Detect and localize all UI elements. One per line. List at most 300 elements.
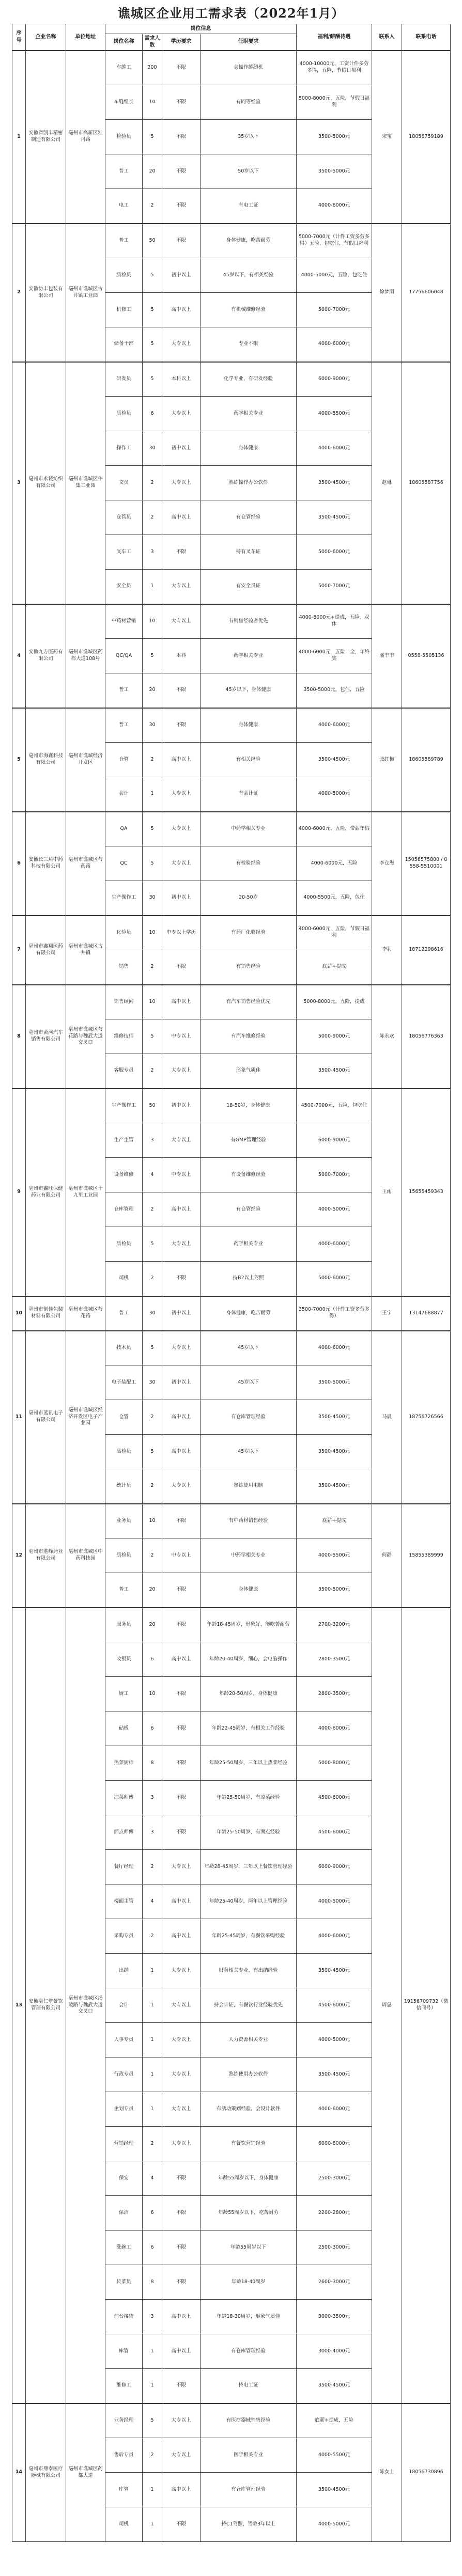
position-title: 车缝工 [105, 51, 143, 85]
position-pay: 3500-4500元 [297, 500, 372, 535]
table-row [12, 362, 451, 397]
position-headcount: 2 [143, 189, 162, 224]
position-education: 大专以上 [162, 846, 201, 881]
company-contact: 宋宝 [372, 51, 402, 224]
position-education: 不限 [162, 1677, 201, 1711]
position-title: 仓管 [105, 1400, 143, 1435]
position-education: 高中以上 [162, 2334, 201, 2369]
position-title: 品检员 [105, 1435, 143, 1469]
position-title: 操作工 [105, 431, 143, 466]
position-requirements: 有安全员证 [201, 570, 297, 604]
company-seq: 10 [12, 1296, 26, 1331]
position-headcount: 30 [143, 1296, 162, 1331]
position-education: 大专以上 [162, 570, 201, 604]
position-pay: 4000-5000元 [297, 1192, 372, 1227]
position-education: 大专以上 [162, 812, 201, 846]
position-pay: 4000-6000元 [297, 1331, 372, 1365]
position-requirements: 财务相关专业，有出纳经验 [201, 1954, 297, 1988]
position-education: 初中以上 [162, 1089, 201, 1123]
company-contact: 王宁 [372, 1296, 402, 1331]
position-requirements: 有中药材销售经验 [201, 1504, 297, 1538]
position-headcount: 2 [143, 1262, 162, 1296]
position-headcount: 5 [143, 327, 162, 362]
position-title: 普工 [105, 224, 143, 258]
position-headcount: 1 [143, 2473, 162, 2507]
position-pay: 4000-6000元 [297, 708, 372, 743]
job-demand-table [12, 24, 451, 2542]
company-contact: 李仓海 [372, 812, 402, 916]
position-title: 化验员 [105, 916, 143, 950]
position-education: 不限 [162, 535, 201, 570]
position-pay: 4000-5500元 [297, 397, 372, 431]
position-pay: 4000-5500元，五险，包住 [297, 881, 372, 916]
position-requirements: 有活动策划经验，会设计软件 [201, 2092, 297, 2127]
company-address: 亳州市谯城区牛集工业园 [66, 362, 105, 604]
position-title: 凉菜师傅 [105, 1781, 143, 1815]
position-education: 大专以上 [162, 2127, 201, 2161]
position-requirements: 化学专业，有研发经验 [201, 362, 297, 397]
position-title: 维修工 [105, 2369, 143, 2404]
position-education: 大专以上 [162, 2023, 201, 2057]
table-row [12, 1504, 451, 1538]
position-education: 初中以上 [162, 431, 201, 466]
position-pay: 4000-6000元 [297, 2092, 372, 2127]
position-education: 不限 [162, 1815, 201, 1850]
company-name: 亳州市海鑫科技有限公司 [26, 708, 66, 812]
position-headcount: 6 [143, 2231, 162, 2265]
position-headcount: 3 [143, 535, 162, 570]
position-education: 大专以上 [162, 1123, 201, 1158]
table-row [12, 51, 451, 85]
position-headcount: 30 [143, 708, 162, 743]
position-headcount: 20 [143, 1573, 162, 1608]
company-seq: 1 [12, 51, 26, 224]
position-headcount: 8 [143, 2265, 162, 2300]
header-education: 学历要求 [162, 34, 201, 51]
company-name: 亳州市永诚纺织有限公司 [26, 362, 66, 604]
position-title: 司机 [105, 1262, 143, 1296]
position-pay: 3500-4500元 [297, 1054, 372, 1089]
position-education: 中专以上学历 [162, 916, 201, 950]
position-title: 销售 [105, 950, 143, 985]
position-headcount: 3 [143, 2300, 162, 2334]
company-name: 亳州市鼎泰医疗器械有限公司 [26, 2404, 66, 2542]
position-pay: 5000-6000元 [297, 535, 372, 570]
table-row [12, 1331, 451, 1365]
position-pay: 3500-4500元 [297, 1469, 372, 1504]
position-pay: 3500-5000元 [297, 120, 372, 154]
position-education: 高中以上 [162, 2473, 201, 2507]
position-title: 普工 [105, 154, 143, 189]
company-seq: 2 [12, 224, 26, 362]
position-pay: 4000-6000元，五险，节假日福利 [297, 916, 372, 950]
position-headcount: 10 [143, 1504, 162, 1538]
position-education: 本科以上 [162, 362, 201, 397]
header-position: 岗位名称 [105, 34, 143, 51]
position-education: 不限 [162, 120, 201, 154]
position-requirements: 20-50岁 [201, 881, 297, 916]
position-headcount: 1 [143, 1954, 162, 1988]
position-requirements: 持C1驾照，驾龄3年以上 [201, 2507, 297, 2542]
position-education: 中专以上 [162, 1538, 201, 1573]
position-requirements: 年龄25-40周岁，两年以上管理经验 [201, 1884, 297, 1919]
position-title: 生产主管 [105, 1123, 143, 1158]
position-pay: 4000-6000元 [297, 1711, 372, 1746]
company-name: 亳州市鑫旺保健药业有限公司 [26, 1089, 66, 1296]
position-requirements: 年龄25-45周岁，有餐饮采购经验 [201, 1919, 297, 1954]
position-pay: 4000-6000元 [297, 327, 372, 362]
position-title: 楼面主管 [105, 1884, 143, 1919]
position-title: 仓管 [105, 743, 143, 777]
position-requirements: 年龄20-50周岁，身体健康 [201, 1677, 297, 1711]
position-title: 会计 [105, 1988, 143, 2023]
position-requirements: 身体健康，吃苦耐劳 [201, 1296, 297, 1331]
position-title: 中药材营销 [105, 604, 143, 639]
position-headcount: 5 [143, 293, 162, 327]
position-requirements: 熟练使用电脑 [201, 1469, 297, 1504]
position-requirements: 熟练使用办公软件 [201, 2057, 297, 2092]
position-requirements: 45岁以下 [201, 1365, 297, 1400]
position-title: 检验员 [105, 120, 143, 154]
position-education: 高中以上 [162, 1919, 201, 1954]
position-headcount: 5 [143, 120, 162, 154]
company-phone: 18056776363 [402, 985, 451, 1089]
company-contact: 张红梅 [372, 708, 402, 812]
position-headcount: 2 [143, 743, 162, 777]
position-title: 餐厅经理 [105, 1850, 143, 1884]
position-education: 高中以上 [162, 1192, 201, 1227]
position-title: 仓管员 [105, 500, 143, 535]
company-address: 亳州市谯城区经济开发区电子产业园 [66, 1331, 105, 1504]
position-headcount: 30 [143, 881, 162, 916]
table-body [12, 51, 451, 2542]
position-title: 质检员 [105, 1227, 143, 1262]
position-headcount: 5 [143, 812, 162, 846]
position-headcount: 5 [143, 846, 162, 881]
position-pay: 4000-8000元+提成，五险，双休 [297, 604, 372, 639]
position-education: 高中以上 [162, 1642, 201, 1677]
position-education: 大专以上 [162, 2438, 201, 2473]
position-title: 电工 [105, 189, 143, 224]
company-seq: 5 [12, 708, 26, 812]
position-headcount: 3 [143, 1781, 162, 1815]
position-headcount: 30 [143, 431, 162, 466]
position-requirements: 有汽车销售经验优先 [201, 985, 297, 1019]
table-row [12, 224, 451, 258]
position-title: 业务员 [105, 1504, 143, 1538]
position-headcount: 3 [143, 1815, 162, 1850]
header-seq: 序号 [12, 24, 26, 51]
position-pay: 3500-4500元 [297, 2057, 372, 2092]
position-requirements: 有药厂化验经验 [201, 916, 297, 950]
position-education: 初中以上 [162, 881, 201, 916]
position-requirements: 年龄22-45周岁，有相关工作经验 [201, 1711, 297, 1746]
position-title: 人事专员 [105, 2023, 143, 2057]
position-headcount: 20 [143, 673, 162, 708]
position-pay: 4000-5000元 [297, 2023, 372, 2057]
position-pay: 4000-5000元 [297, 2507, 372, 2542]
position-requirements: 有销售经验 [201, 950, 297, 985]
company-phone: 13147688877 [402, 1296, 451, 1331]
position-pay: 4000-6000元，五险一金，年终奖 [297, 639, 372, 673]
position-education: 不限 [162, 224, 201, 258]
position-headcount: 2 [143, 1469, 162, 1504]
position-title: 出纳 [105, 1954, 143, 1988]
company-phone: 17756606048 [402, 224, 451, 362]
position-education: 不限 [162, 1711, 201, 1746]
position-title: 生产操作工 [105, 881, 143, 916]
position-title: 砧板 [105, 1711, 143, 1746]
position-title: 库管 [105, 2334, 143, 2369]
company-address: 亳州市谯城区药都大道 [66, 2404, 105, 2542]
position-pay: 4000-5500元 [297, 1538, 372, 1573]
position-requirements: 熟练操作办公软件 [201, 466, 297, 500]
position-headcount: 50 [143, 1089, 162, 1123]
position-title: 洗碗工 [105, 2231, 143, 2265]
company-contact: 王雨 [372, 1089, 402, 1296]
position-education: 不限 [162, 2161, 201, 2196]
position-title: 企划专员 [105, 2092, 143, 2127]
company-contact: 马晨 [372, 1331, 402, 1504]
position-headcount: 5 [143, 1019, 162, 1054]
position-education: 高中以上 [162, 1884, 201, 1919]
company-phone: 18756726566 [402, 1331, 451, 1504]
position-headcount: 20 [143, 1608, 162, 1642]
position-education: 不限 [162, 85, 201, 120]
position-pay: 底薪+提成 [297, 1504, 372, 1538]
position-headcount: 2 [143, 1400, 162, 1435]
position-education: 不限 [162, 1504, 201, 1538]
position-headcount: 5 [143, 1227, 162, 1262]
company-name: 亳州市创佳包装材料有限公司 [26, 1296, 66, 1331]
position-education: 初中以上 [162, 258, 201, 293]
position-title: 研发员 [105, 362, 143, 397]
position-requirements: 年龄25-50周岁，三年以上热菜经验 [201, 1746, 297, 1781]
position-pay: 3000-4000元 [297, 2334, 372, 2369]
position-requirements: 有销售经验者优先 [201, 604, 297, 639]
position-title: 厨工 [105, 1677, 143, 1711]
table-row [12, 916, 451, 950]
position-pay: 2500-3000元 [297, 2161, 372, 2196]
position-education: 大专以上 [162, 1850, 201, 1884]
position-requirements: 药学相关专业 [201, 1227, 297, 1262]
position-education: 不限 [162, 51, 201, 85]
position-title: QC/QA [105, 639, 143, 673]
table-row [12, 708, 451, 743]
position-title: 业务经理 [105, 2404, 143, 2438]
position-title: 营销经理 [105, 2127, 143, 2161]
position-requirements: 45岁以下 [201, 1331, 297, 1365]
position-title: 仓库管理 [105, 1192, 143, 1227]
position-requirements: 年龄20-40周岁，细心，会电脑操作 [201, 1642, 297, 1677]
position-pay: 5000-7000元 [297, 570, 372, 604]
company-seq: 4 [12, 604, 26, 708]
company-phone: 0558-5505136 [402, 604, 451, 708]
position-requirements: 年龄18-30周岁，形象气质佳 [201, 2300, 297, 2334]
position-title: 维修技师 [105, 1019, 143, 1054]
position-pay: 6000-9000元 [297, 1850, 372, 1884]
position-headcount: 2 [143, 1538, 162, 1573]
company-seq: 14 [12, 2404, 26, 2542]
position-education: 中专以上 [162, 1019, 201, 1054]
position-requirements: 45岁以下 [201, 1435, 297, 1469]
position-requirements: 人力资源相关专业 [201, 2023, 297, 2057]
position-headcount: 1 [143, 2057, 162, 2092]
company-address: 亳州市谯城区汤陵路与魏武大道交叉口 [66, 1608, 105, 2404]
position-education: 初中以上 [162, 1365, 201, 1400]
position-education: 高中以上 [162, 293, 201, 327]
position-requirements: 有汽车维修经验 [201, 1019, 297, 1054]
position-title: 质检员 [105, 397, 143, 431]
position-pay: 5000-9000元 [297, 1019, 372, 1054]
position-requirements: 持会计证，有餐饮行业经验优先 [201, 1988, 297, 2023]
position-education: 不限 [162, 1608, 201, 1642]
position-pay: 4500-6000元 [297, 1781, 372, 1815]
company-name: 安徽九方医药有限公司 [26, 604, 66, 708]
company-phone: 15655459343 [402, 1089, 451, 1296]
header-contact: 联系人 [372, 24, 402, 51]
position-title: 电子装配工 [105, 1365, 143, 1400]
position-headcount: 20 [143, 154, 162, 189]
position-pay: 5000-7000元（计件工资多劳多得）五险，包吃住，节假日福利 [297, 224, 372, 258]
company-phone: 18056730896 [402, 2404, 451, 2542]
position-requirements: 有机械维修经验 [201, 293, 297, 327]
position-pay: 2800-3500元 [297, 1677, 372, 1711]
position-requirements: 年龄55周岁以下，身体健康 [201, 2161, 297, 2196]
position-education: 不限 [162, 1573, 201, 1608]
company-seq: 11 [12, 1331, 26, 1504]
position-requirements: 药学相关专业 [201, 397, 297, 431]
company-address: 亳州市谯城区芍花路 [66, 1296, 105, 1331]
position-title: 安全员 [105, 570, 143, 604]
position-title: 库管 [105, 2473, 143, 2507]
table-row [12, 1296, 451, 1331]
position-headcount: 2 [143, 1850, 162, 1884]
position-requirements: 有GMP管理经验 [201, 1123, 297, 1158]
position-requirements: 身体健康 [201, 708, 297, 743]
position-education: 大专以上 [162, 604, 201, 639]
position-requirements: 有相关经验 [201, 743, 297, 777]
position-pay: 5000-8000元，五险，提成 [297, 985, 372, 1019]
header-headcount: 需求人数 [143, 34, 162, 51]
position-pay: 2200-2800元 [297, 2196, 372, 2231]
position-education: 大专以上 [162, 2057, 201, 2092]
company-seq: 6 [12, 812, 26, 916]
position-pay: 3500-4500元 [297, 2473, 372, 2507]
position-requirements: 有仓库管理经验 [201, 1400, 297, 1435]
position-headcount: 1 [143, 2369, 162, 2404]
header-phone: 联系电话 [402, 24, 451, 51]
position-requirements: 有会计证 [201, 777, 297, 812]
position-pay: 3500-4500元 [297, 466, 372, 500]
position-pay: 3500-4500元 [297, 1435, 372, 1469]
position-pay: 底薪+提成，五险 [297, 2404, 372, 2438]
table-row [12, 985, 451, 1019]
position-pay: 3500-5000元 [297, 154, 372, 189]
table-row [12, 604, 451, 639]
position-education: 本科 [162, 639, 201, 673]
position-education: 大专以上 [162, 1954, 201, 1988]
position-headcount: 4 [143, 1158, 162, 1192]
company-name: 亳州市港峰药业有限公司 [26, 1504, 66, 1608]
position-title: 保洁 [105, 2196, 143, 2231]
company-contact: 何静 [372, 1504, 402, 1608]
position-title: 行政专员 [105, 2057, 143, 2092]
company-address: 亳州市高新区牡丹路 [66, 51, 105, 224]
position-headcount: 2 [143, 500, 162, 535]
document-title: 谯城区企业用工需求表（2022年1月） [117, 6, 345, 21]
position-title: 储备干部 [105, 327, 143, 362]
position-pay: 4000-10000元，工资计件多劳多得，五险，节假日福利 [297, 51, 372, 85]
position-pay: 4000-5500元 [297, 2438, 372, 2473]
position-education: 高中以上 [162, 1400, 201, 1435]
position-pay: 3500-5000元 [297, 1573, 372, 1608]
position-education: 不限 [162, 2196, 201, 2231]
position-title: 普工 [105, 673, 143, 708]
position-requirements: 年龄28-45周岁，三年以上餐饮管理经验 [201, 1850, 297, 1884]
header-company: 企业名称 [26, 24, 66, 51]
position-headcount: 30 [143, 1365, 162, 1400]
page [0, 3, 462, 2542]
company-contact: 陈永欢 [372, 985, 402, 1089]
position-headcount: 2 [143, 950, 162, 985]
company-phone: 19156709732（微信同号） [402, 1608, 451, 2404]
company-seq: 12 [12, 1504, 26, 1608]
company-seq: 3 [12, 362, 26, 604]
header-pay: 福利/薪酬待遇 [297, 24, 372, 51]
position-headcount: 1 [143, 2507, 162, 2542]
position-pay: 4500-7000元，五险，包吃住 [297, 1089, 372, 1123]
position-headcount: 4 [143, 2161, 162, 2196]
company-phone: 15855389999 [402, 1504, 451, 1608]
position-education: 不限 [162, 673, 201, 708]
company-contact: 陈女士 [372, 2404, 402, 2542]
position-pay: 3500-5000元 [297, 1365, 372, 1400]
position-pay: 5000-8000元，五险，节假日福利 [297, 85, 372, 120]
position-title: 收银员 [105, 1642, 143, 1677]
position-requirements: 持有叉车证 [201, 535, 297, 570]
position-education: 不限 [162, 2507, 201, 2542]
position-pay: 4500-6000元 [297, 1988, 372, 2023]
position-education: 不限 [162, 154, 201, 189]
position-requirements: 有检验经验 [201, 846, 297, 881]
company-phone: 18056759189 [402, 51, 451, 224]
company-address: 亳州市谯城区芍花路与魏武大道交叉口 [66, 985, 105, 1089]
position-headcount: 10 [143, 985, 162, 1019]
position-headcount: 5 [143, 1435, 162, 1469]
position-headcount: 2 [143, 1919, 162, 1954]
position-education: 不限 [162, 1746, 201, 1781]
company-address: 亳州市谯城区中药科技园 [66, 1504, 105, 1608]
company-name: 亳州市蓝讯电子有限公司 [26, 1331, 66, 1504]
company-phone: 18605589789 [402, 708, 451, 812]
position-requirements: 身体健康 [201, 431, 297, 466]
position-pay: 4000-6000元 [297, 189, 372, 224]
company-name: 亳州市黄河汽车销售有限公司 [26, 985, 66, 1089]
position-requirements: 身体健康 [201, 1573, 297, 1608]
position-requirements: 形象气质佳 [201, 1054, 297, 1089]
position-requirements: 医学相关专业 [201, 2438, 297, 2473]
position-requirements: 18-50岁，身体健康 [201, 1089, 297, 1123]
position-headcount: 6 [143, 1642, 162, 1677]
position-requirements: 有仓库管理经验 [201, 2334, 297, 2369]
position-headcount: 2 [143, 466, 162, 500]
position-headcount: 1 [143, 570, 162, 604]
position-requirements: 中药学相关专业 [201, 1538, 297, 1573]
position-education: 大专以上 [162, 1227, 201, 1262]
position-headcount: 5 [143, 639, 162, 673]
position-requirements: 药学相关专业 [201, 639, 297, 673]
